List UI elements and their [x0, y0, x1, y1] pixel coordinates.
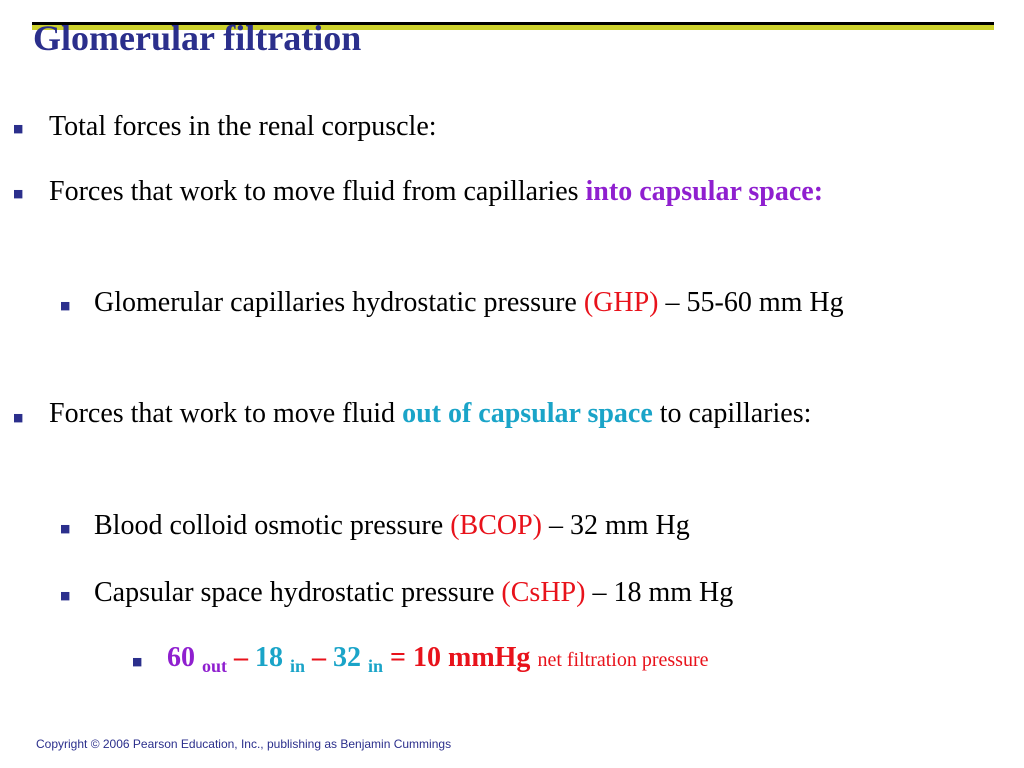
bullet-forces-out: Forces that work to move fluid out of capsular space to capillaries:	[49, 398, 812, 429]
sub-in-1: in	[290, 656, 306, 676]
abbr-cshp: (CsHP)	[501, 577, 586, 608]
copyright-footer: Copyright © 2006 Pearson Education, Inc., publishing as Benjamin Cummings	[36, 737, 452, 751]
bullet-ghp: Glomerular capillaries hydrostatic pressure (GHP) – 55-60 mm Hg	[94, 287, 844, 318]
net-filtration-label: net filtration pressure	[537, 649, 709, 671]
bullet-cshp: Capsular space hydrostatic pressure (CsHP) – 18 mm Hg	[94, 577, 734, 608]
square-bullet-icon: ■	[13, 187, 24, 200]
sub-out: out	[202, 656, 228, 676]
abbr-bcop: (BCOP)	[450, 510, 542, 541]
square-bullet-icon: ■	[60, 299, 71, 312]
highlight-out-of-capsular: out of capsular space	[402, 398, 653, 429]
square-bullet-icon: ■	[13, 122, 24, 135]
value-60: 60	[167, 642, 195, 673]
abbr-ghp: (GHP)	[583, 287, 659, 318]
result-10-mmhg: = 10 mmHg	[383, 642, 531, 673]
bullet-total-forces: Total forces in the renal corpuscle:	[49, 111, 437, 142]
bullet-bcop: Blood colloid osmotic pressure (BCOP) – 32 mm Hg	[94, 510, 690, 541]
bullet-forces-into: Forces that work to move fluid from capillaries into capsular space:	[49, 176, 824, 207]
value-18: 18	[255, 642, 284, 673]
value-32: 32	[333, 642, 362, 673]
sub-in-2: in	[368, 656, 384, 676]
square-bullet-icon: ■	[60, 522, 71, 535]
square-bullet-icon: ■	[60, 589, 71, 602]
formula-net-filtration: 60 $_{out}$ – 18 $_{in}$ – 32 $_{in}$ = 10 mmHg net filtration pressure	[167, 642, 709, 676]
slide-title: Glomerular filtration	[33, 18, 362, 58]
square-bullet-icon: ■	[132, 655, 143, 668]
highlight-into-capsular: into capsular space:	[585, 176, 824, 207]
square-bullet-icon: ■	[13, 411, 24, 424]
